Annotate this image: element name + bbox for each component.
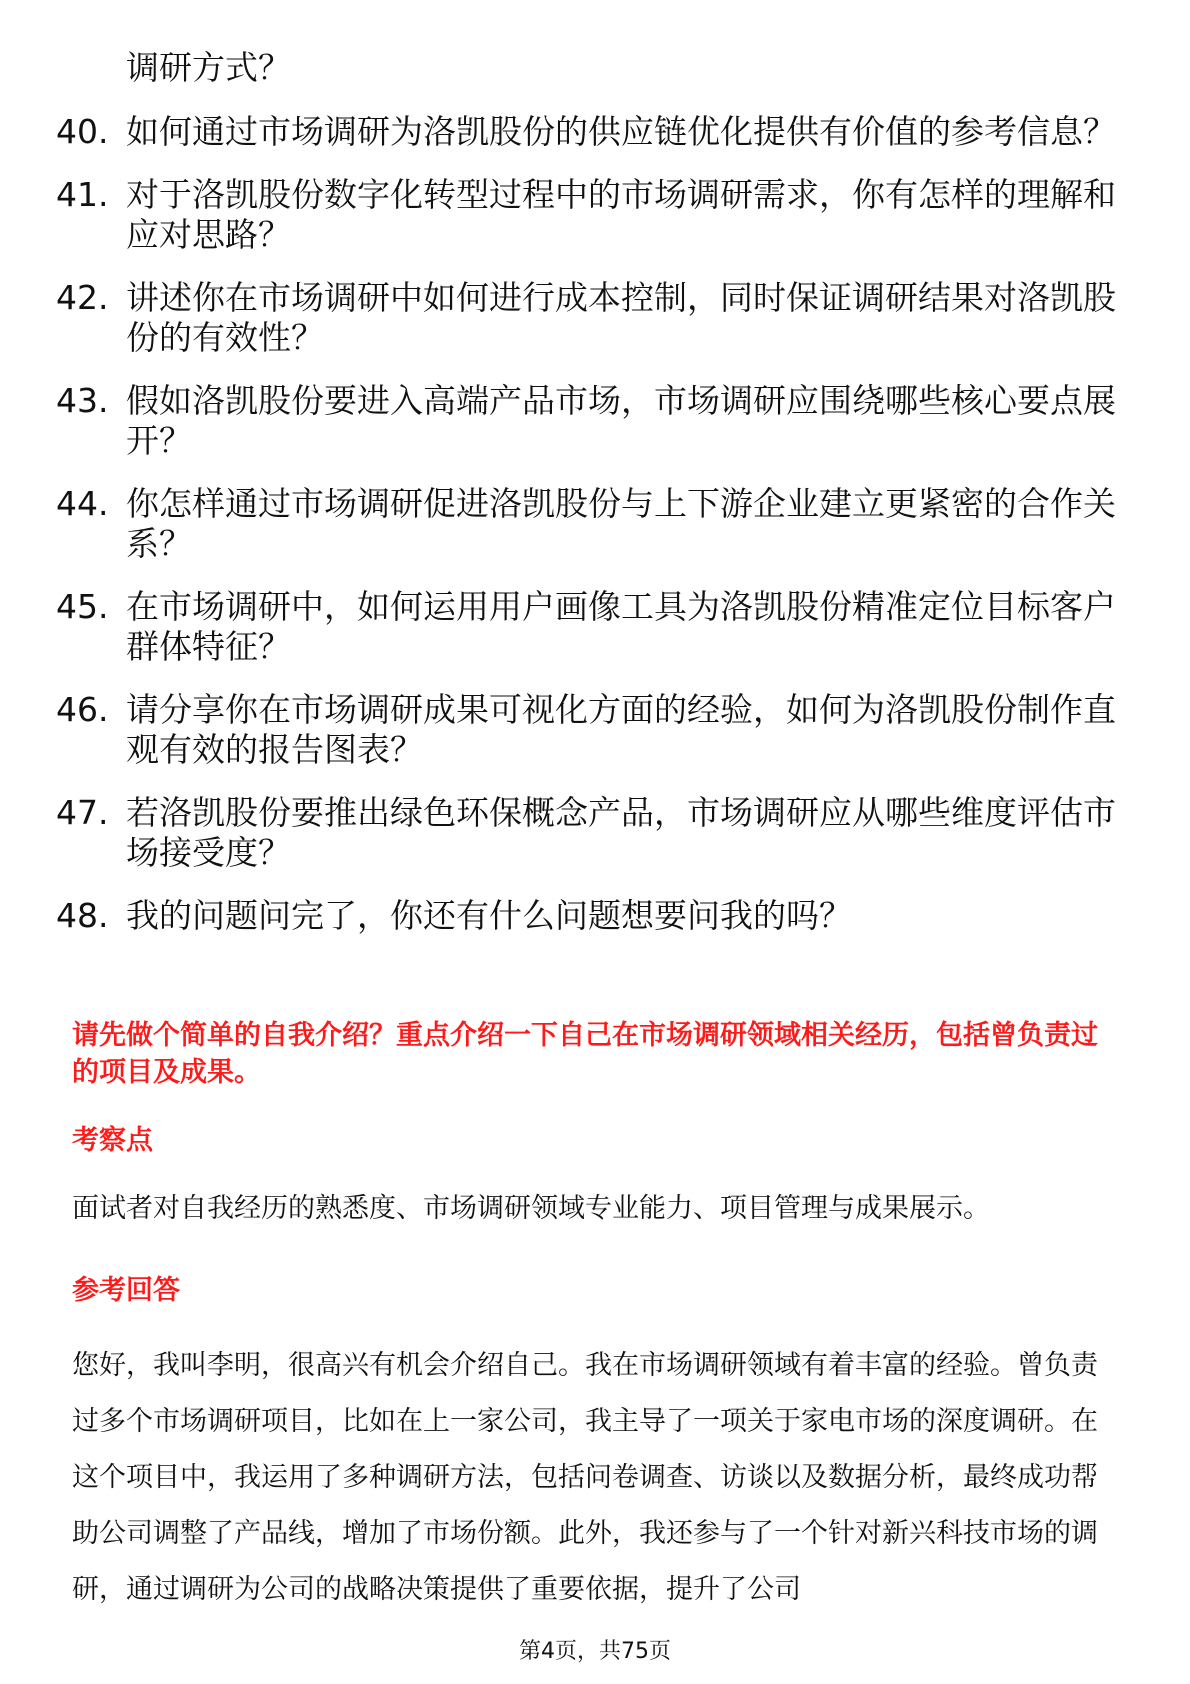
question-text: 在市场调研中，如何运用用户画像工具为洛凯股份精准定位目标客户群体特征？	[126, 587, 1116, 666]
question-text: 讲述你在市场调研中如何进行成本控制，同时保证调研结果对洛凯股份的有效性？	[126, 278, 1116, 357]
question-number: 48.	[56, 896, 109, 935]
question-number: 43.	[56, 381, 109, 420]
page-indicator: 第4页，共75页	[519, 1639, 671, 1664]
question-text: 你怎样通过市场调研促进洛凯股份与上下游企业建立更紧密的合作关系？	[126, 484, 1116, 563]
list-item	[56, 484, 1126, 564]
question-number: 47.	[56, 793, 109, 832]
answer-text: 您好，我叫李明，很高兴有机会介绍自己。我在市场调研领域有着丰富的经验。曾负责过多个市场调研项目，比如在上一家公司，我主导了一项关于家电市场的深度调研。在这个项目中，我运用了多种调研方法，包括问卷调查、访谈以及数据分析，最终成功帮助公司调整了产品线，增加了市场份额。此外，我还参与了一个针对新兴科技市场的调研，通过调研为公司的战略决策提供了重要依据，提升了公司	[72, 1350, 1098, 1605]
question-number: 44.	[56, 484, 109, 523]
list-item	[56, 587, 1126, 667]
list-item	[56, 793, 1126, 873]
question-number: 41.	[56, 175, 109, 214]
list-item	[56, 690, 1126, 770]
list-item	[56, 112, 1126, 152]
question-text: 请分享你在市场调研成果可视化方面的经验，如何为洛凯股份制作直观有效的报告图表？	[126, 690, 1116, 769]
question-list	[56, 48, 1126, 959]
question-number: 40.	[56, 112, 109, 151]
question-number: 42.	[56, 278, 109, 317]
answer-label: 参考回答	[72, 1275, 180, 1306]
examine-text: 面试者对自我经历的熟悉度、市场调研领域专业能力、项目管理与成果展示。	[72, 1193, 990, 1224]
question-number: 45.	[56, 587, 109, 626]
question-text: 调研方式？	[126, 48, 291, 87]
list-item	[56, 278, 1126, 358]
list-item	[56, 896, 1126, 936]
list-item-continued	[56, 48, 1126, 88]
question-text: 我的问题问完了，你还有什么问题想要问我的吗？	[126, 896, 852, 935]
question-number: 46.	[56, 690, 109, 729]
list-item	[56, 175, 1126, 255]
question-text: 对于洛凯股份数字化转型过程中的市场调研需求，你有怎样的理解和应对思路？	[126, 175, 1116, 254]
question-heading: 请先做个简单的自我介绍？重点介绍一下自己在市场调研领域相关经历，包括曾负责过的项目及成果。	[72, 1020, 1098, 1088]
question-text: 如何通过市场调研为洛凯股份的供应链优化提供有价值的参考信息？	[126, 112, 1116, 151]
question-text: 假如洛凯股份要进入高端产品市场，市场调研应围绕哪些核心要点展开？	[126, 381, 1116, 460]
question-text: 若洛凯股份要推出绿色环保概念产品，市场调研应从哪些维度评估市场接受度？	[126, 793, 1116, 872]
list-item	[56, 381, 1126, 461]
examine-label: 考察点	[72, 1125, 153, 1156]
